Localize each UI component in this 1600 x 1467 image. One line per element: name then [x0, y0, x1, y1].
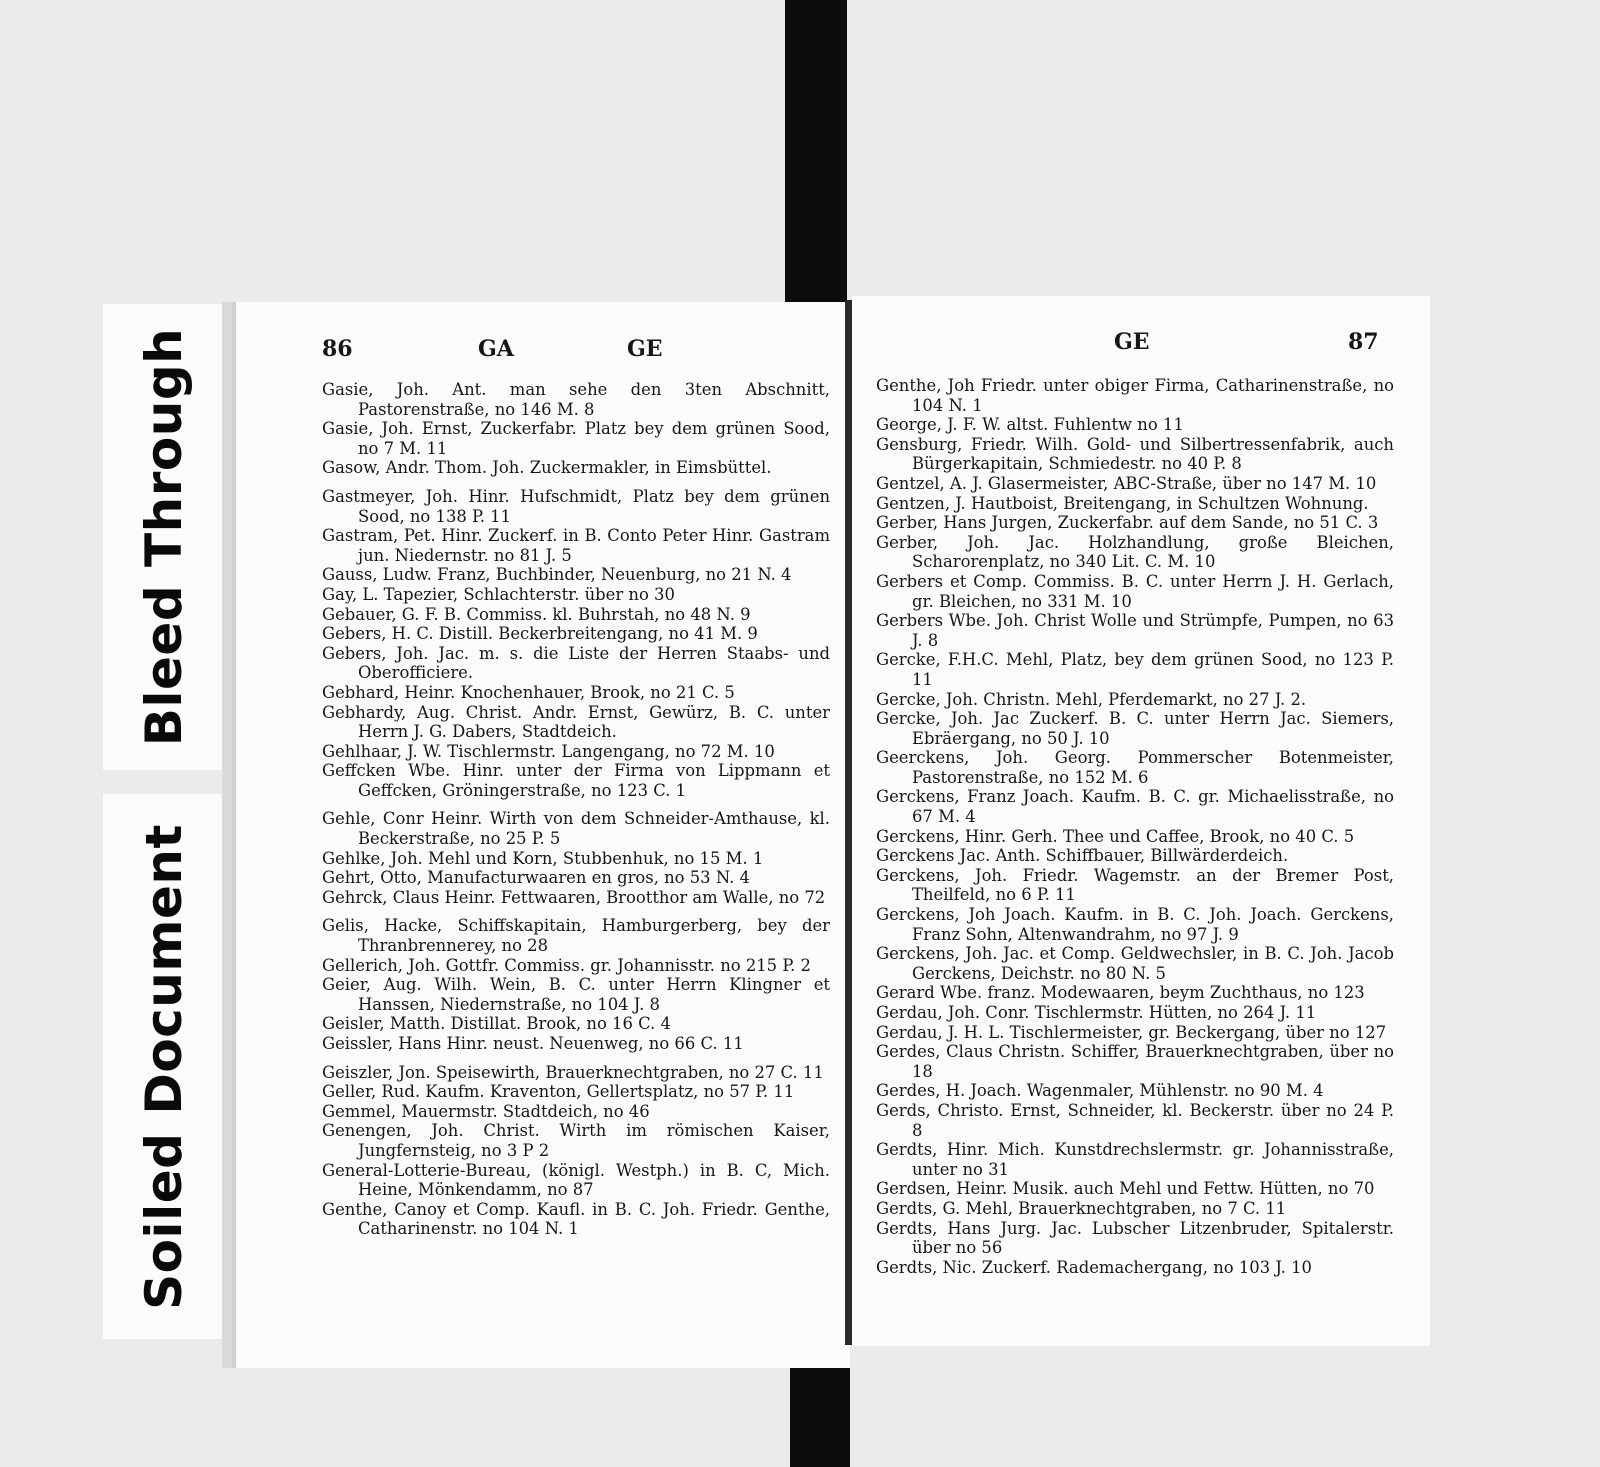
directory-entry: Genengen, Joh. Christ. Wirth im römischen Kaiser, Jungfernsteig, no 3 P 2	[322, 1121, 830, 1160]
directory-entry: Gerds, Christo. Ernst, Schneider, kl. Beckerstr. über no 24 P. 8	[876, 1100, 1394, 1140]
directory-entry: Geller, Rud. Kaufm. Kraventon, Gellertsplatz, no 57 P. 11	[322, 1082, 795, 1102]
directory-entry: Gehrt, Otto, Manufacturwaaren en gros, no 53 N. 4	[322, 868, 750, 888]
directory-entry: Gerber, Hans Jurgen, Zuckerfabr. auf dem Sande, no 51 C. 3	[876, 513, 1379, 533]
directory-entry: Gerdes, H. Joach. Wagenmaler, Mühlenstr. no 90 M. 4	[876, 1081, 1324, 1101]
directory-entry: Gerckens, Franz Joach. Kaufm. B. C. gr. Michaelisstraße, no 67 M. 4	[876, 787, 1394, 827]
directory-entry: Gebauer, G. F. B. Commiss. kl. Buhrstah, no 48 N. 9	[322, 604, 751, 624]
directory-entry: Gasie, Joh. Ant. man sehe den 3ten Abschnitt, Pastorenstraße, no 146 M. 8	[322, 380, 830, 419]
book-gutter	[845, 300, 852, 1345]
directory-entry: Gemmel, Mauermstr. Stadtdeich, no 46	[322, 1101, 650, 1121]
directory-entry: Gebers, H. C. Distill. Beckerbreitengang, no 41 M. 9	[322, 624, 758, 644]
directory-entry: Gasow, Andr. Thom. Joh. Zuckermakler, in Eimsbüttel.	[322, 458, 772, 478]
directory-entry: Gerbers et Comp. Commiss. B. C. unter Herrn J. H. Gerlach, gr. Bleichen, no 331 M. 10	[876, 571, 1394, 611]
directory-entry: Gercke, F.H.C. Mehl, Platz, bey dem grünen Sood, no 123 P. 11	[876, 650, 1394, 689]
directory-entry: Gelis, Hacke, Schiffskapitain, Hamburgerberg, bey der Thranbrennerey, no 28	[322, 916, 830, 956]
left-entries-column	[322, 380, 830, 1239]
left-page-number: 86	[322, 336, 353, 362]
directory-entry: Gerdes, Claus Christn. Schiffer, Brauerknechtgraben, über no 18	[876, 1042, 1394, 1081]
directory-entry: Geissler, Hans Hinr. neust. Neuenweg, no 66 C. 11	[322, 1034, 744, 1053]
directory-entry: Gerckens, Joh. Friedr. Wagemstr. an der Bremer Post, Theilfeld, no 6 P. 11	[876, 865, 1394, 905]
directory-entry: Geisler, Matth. Distillat. Brook, no 16 C. 4	[322, 1014, 671, 1034]
directory-entry: Gerdts, Hans Jurg. Jac. Lubscher Litzenbruder, Spitalerstr. über no 56	[876, 1218, 1394, 1258]
directory-entry: Gauss, Ludw. Franz, Buchbinder, Neuenburg, no 21 N. 4	[322, 565, 792, 585]
directory-entry: Gasie, Joh. Ernst, Zuckerfabr. Platz bey dem grünen Sood, no 7 M. 11	[322, 419, 830, 458]
directory-entry: Gastmeyer, Joh. Hinr. Hufschmidt, Platz bey dem grünen Sood, no 138 P. 11	[322, 486, 830, 526]
directory-entry: Gehle, Conr Heinr. Wirth von dem Schneider-Amthause, kl. Beckerstraße, no 25 P. 5	[322, 809, 830, 849]
directory-entry: Gerdsen, Heinr. Musik. auch Mehl und Fettw. Hütten, no 70	[876, 1179, 1375, 1199]
directory-entry: Gehlhaar, J. W. Tischlermstr. Langengang, no 72 M. 10	[322, 741, 775, 761]
directory-entry: Gerckens, Joh. Jac. et Comp. Geldwechsler, in B. C. Joh. Jacob Gerckens, Deichstr. no 80 N. 5	[876, 944, 1394, 983]
bleed-through-label	[103, 304, 225, 770]
directory-entry: Gerber, Joh. Jac. Holzhandlung, große Bleichen, Scharorenplatz, no 340 Lit. C. M. 10	[876, 532, 1394, 572]
directory-entry: Gastram, Pet. Hinr. Zuckerf. in B. Conto Peter Hinr. Gastram jun. Niedernstr. no 81 J. 5	[322, 526, 830, 565]
directory-entry: George, J. F. W. altst. Fuhlentw no 11	[876, 415, 1184, 435]
directory-entry: Gerdts, G. Mehl, Brauerknechtgraben, no 7 C. 11	[876, 1198, 1287, 1218]
directory-entry: Gay, L. Tapezier, Schlachterstr. über no 30	[322, 584, 675, 604]
directory-entry: Genthe, Joh Friedr. unter obiger Firma, Catharinenstraße, no 104 N. 1	[876, 376, 1394, 415]
right-running-header: GE	[1114, 329, 1150, 355]
directory-entry: Gercke, Joh. Christn. Mehl, Pferdemarkt, no 27 J. 2.	[876, 689, 1307, 709]
directory-entry: Gerdts, Hinr. Mich. Kunstdrechslermstr. gr. Johannisstraße, unter no 31	[876, 1140, 1394, 1179]
right-page-number: 87	[1348, 329, 1379, 355]
directory-entry: Gebhard, Heinr. Knochenhauer, Brook, no 21 C. 5	[322, 682, 735, 702]
directory-entry: Geiszler, Jon. Speisewirth, Brauerknechtgraben, no 27 C. 11	[322, 1062, 824, 1082]
directory-entry: Gentzel, A. J. Glasermeister, ABC-Straße, über no 147 M. 10	[876, 473, 1377, 493]
directory-entry: Gerdau, Joh. Conr. Tischlermstr. Hütten, no 264 J. 11	[876, 1003, 1317, 1022]
directory-entry: Gentzen, J. Hautboist, Breitengang, in Schultzen Wohnung.	[876, 493, 1369, 513]
directory-entry: Gerckens, Hinr. Gerh. Thee und Caffee, Brook, no 40 C. 5	[876, 826, 1355, 846]
directory-entry: Gerdau, J. H. L. Tischlermeister, gr. Beckergang, über no 127	[876, 1022, 1387, 1042]
soiled-document-label	[103, 794, 225, 1339]
directory-entry: Gerckens Jac. Anth. Schiffbauer, Billwärderdeich.	[876, 846, 1289, 866]
directory-entry: Geier, Aug. Wilh. Wein, B. C. unter Herrn Klingner et Hanssen, Niedernstraße, no 104 J. 8	[322, 975, 830, 1014]
directory-entry: Gerckens, Joh Joach. Kaufm. in B. C. Joh. Joach. Gerckens, Franz Sohn, Altenwandrahm, no 97 J. 9	[876, 905, 1394, 944]
directory-entry: Gercke, Joh. Jac Zuckerf. B. C. unter Herrn Jac. Siemers, Ebräergang, no 50 J. 10	[876, 709, 1394, 748]
directory-entry: Gerdts, Nic. Zuckerf. Rademachergang, no 103 J. 10	[876, 1257, 1312, 1277]
directory-entry: Genthe, Canoy et Comp. Kaufl. in B. C. Joh. Friedr. Genthe, Catharinenstr. no 104 N. 1	[322, 1199, 830, 1239]
right-entries-column	[876, 376, 1394, 1277]
directory-entry: Gensburg, Friedr. Wilh. Gold- und Silbertressenfabrik, auch Bürgerkapitain, Schmiedestr. no 40 P. 8	[876, 434, 1394, 474]
directory-entry: Gebhardy, Aug. Christ. Andr. Ernst, Gewürz, B. C. unter Herrn J. G. Dabers, Stadtdeich.	[322, 702, 830, 742]
directory-entry: Gehrck, Claus Heinr. Fettwaaren, Brootthor am Walle, no 72	[322, 887, 826, 907]
directory-entry: Gellerich, Joh. Gottfr. Commiss. gr. Johannisstr. no 215 P. 2	[322, 955, 811, 975]
directory-entry: Gehlke, Joh. Mehl und Korn, Stubbenhuk, no 15 M. 1	[322, 848, 764, 868]
directory-entry: General-Lotterie-Bureau, (königl. Westph.) in B. C, Mich. Heine, Mönkendamm, no 87	[322, 1160, 830, 1200]
directory-entry: Gebers, Joh. Jac. m. s. die Liste der Herren Staabs- und Oberofficiere.	[322, 643, 830, 683]
bleed-through-text: Bleed Through	[135, 327, 193, 747]
binding-tape-top	[785, 0, 847, 303]
directory-entry: Geerckens, Joh. Georg. Pommerscher Botenmeister, Pastorenstraße, no 152 M. 6	[876, 748, 1394, 787]
directory-entry: Geffcken Wbe. Hinr. unter der Firma von Lippmann et Geffcken, Gröningerstraße, no 123 C. 1	[322, 761, 830, 800]
directory-entry: Gerard Wbe. franz. Modewaaren, beym Zuchthaus, no 123	[876, 983, 1365, 1003]
soiled-document-text: Soiled Document	[135, 823, 193, 1310]
directory-entry: Gerbers Wbe. Joh. Christ Wolle und Strümpfe, Pumpen, no 63 J. 8	[876, 611, 1394, 650]
left-running-header-start: GA	[478, 336, 514, 362]
left-running-header-end: GE	[627, 336, 663, 362]
